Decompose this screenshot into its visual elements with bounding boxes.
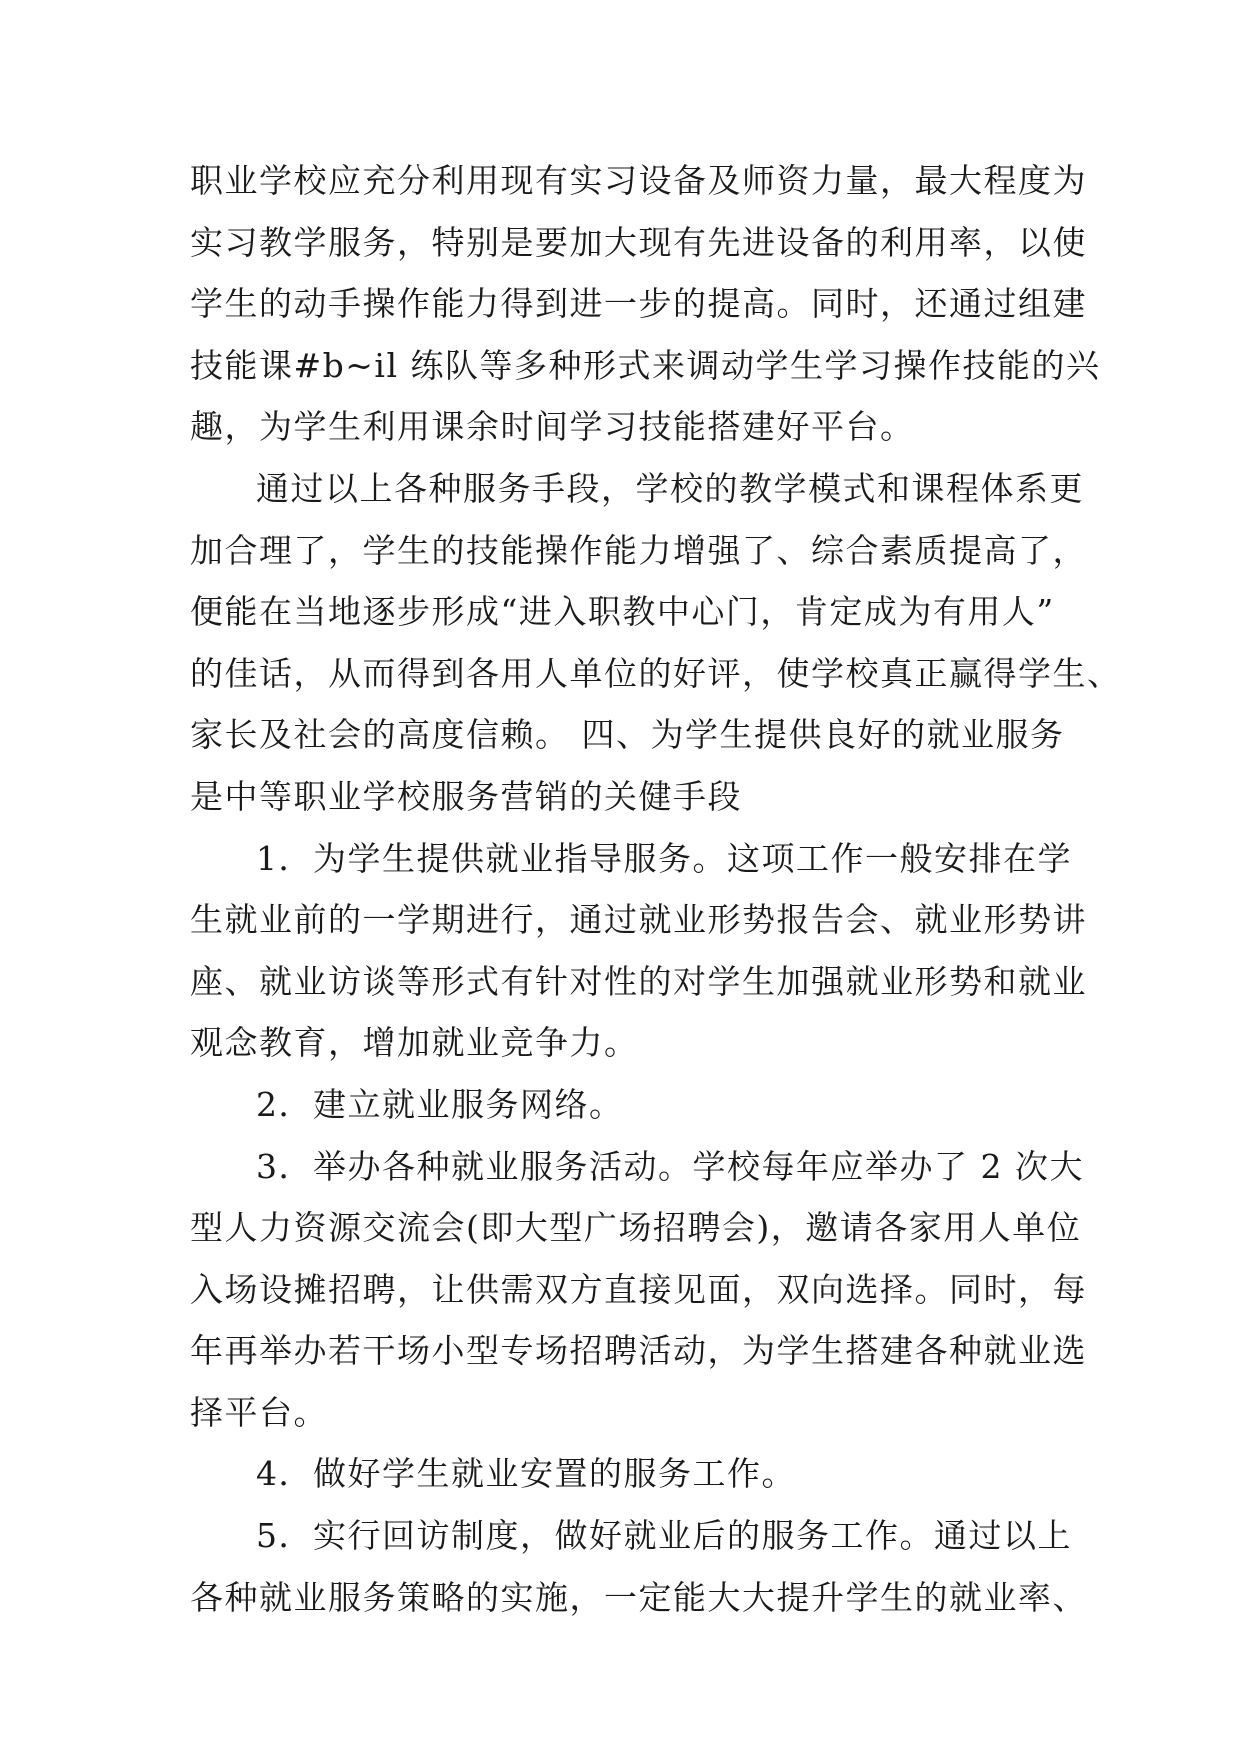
text-line-3: 学生的动手操作能力得到进一步的提高。同时，还通过组建: [190, 284, 1087, 324]
text-line-18: 型人力资源交流会(即大型广场招聘会)，邀请各家用人单位: [190, 1208, 1082, 1248]
text-line-13: 生就业前的一学期进行，通过就业形势报告会、就业形势讲: [190, 900, 1087, 940]
text-line-20: 年再举办若干场小型专场招聘活动，为学生搭建各种就业选: [190, 1331, 1087, 1371]
text-line-11: 是中等职业学校服务营销的关健手段: [190, 776, 742, 816]
text-line-21: 择平台。: [190, 1392, 328, 1432]
text-line-14: 座、就业访谈等形式有针对性的对学生加强就业形势和就业: [190, 961, 1087, 1001]
text-line-15: 观念教育，增加就业竞争力。: [190, 1023, 639, 1063]
text-line-19: 入场设摊招聘，让供需双方直接见面，双向选择。同时，每: [190, 1269, 1087, 1309]
text-line-23: 5．实行回访制度，做好就业后的服务工作。通过以上: [256, 1516, 1072, 1556]
document-body: [190, 150, 1122, 1628]
text-line-4: 技能课#b~il 练队等多种形式来调动学生学习操作技能的兴: [190, 345, 1101, 385]
text-line-8: 便能在当地逐步形成“进入职教中心门，肯定成为有用人”: [190, 592, 1055, 632]
text-line-22: 4．做好学生就业安置的服务工作。: [256, 1454, 796, 1494]
text-line-2: 实习教学服务，特别是要加大现有先进设备的利用率，以使: [190, 222, 1087, 262]
text-line-16: 2．建立就业服务网络。: [256, 1084, 624, 1124]
text-line-6: 通过以上各种服务手段，学校的教学模式和课程体系更: [256, 468, 1084, 508]
text-line-12: 1．为学生提供就业指导服务。这项工作一般安排在学: [256, 838, 1072, 878]
text-line-10: 家长及社会的高度信赖。 四、为学生提供良好的就业服务: [190, 715, 1065, 755]
text-line-1: 职业学校应充分利用现有实习设备及师资力量，最大程度为: [190, 161, 1087, 200]
text-line-9: 的佳话，从而得到各用人单位的好评，使学校真正赢得学生、: [190, 653, 1122, 693]
text-line-5: 趣，为学生利用课余时间学习技能搭建好平台。: [190, 407, 915, 447]
text-line-17: 3．举办各种就业服务活动。学校每年应举办了 2 次大: [256, 1146, 1084, 1186]
text-line-7: 加合理了，学生的技能操作能力增强了、综合素质提高了，: [190, 530, 1087, 570]
text-line-24: 各种就业服务策略的实施，一定能大大提升学生的就业率、: [190, 1577, 1087, 1617]
